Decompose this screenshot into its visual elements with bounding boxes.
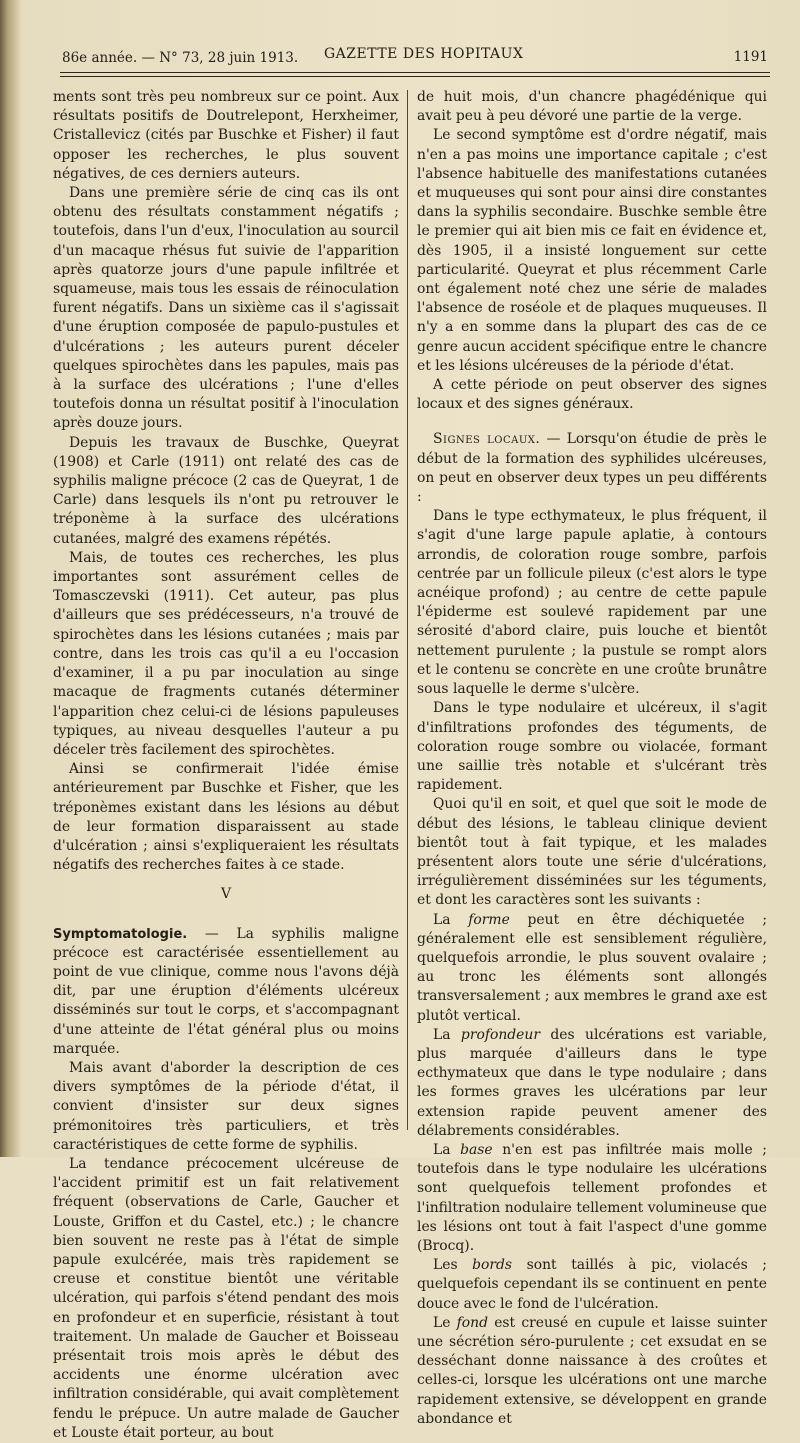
subsection-label: Signes locaux.: [433, 431, 541, 448]
paragraph: ments sont très peu nombreux sur ce point. Aux résultats positifs de Doutrelepont, Herxheimer, Cristallevicz (cités par Buschke et Fisher) il faut opposer les recherches, le plus souvent négatives, de ces derniers auteurs.: [53, 89, 399, 182]
paragraph: Mais avant d'aborder la description de ces divers symptômes de la période d'état, il convient d'insister sur deux signes prémonitoires très particuliers, et très caractéristiques de cette forme de syphilis.: [53, 1059, 399, 1153]
paragraph-text: — Lorsqu'on étudie de près le début de la formation des syphilides ulcéreuses, on peut en observer deux types un peu différents :: [417, 431, 767, 506]
header-rule: [60, 72, 770, 73]
paragraph-text: des ulcérations est variable, plus marquée d'ailleurs dans le type ecthymateux que dans le type nodulaire ; dans les formes graves les ulcérations par leur extension rapide peuvent amener des délabrements considérables.: [417, 1026, 768, 1139]
paragraph: [417, 911, 767, 1026]
section-number: V: [220, 886, 232, 903]
paragraph-text: — La syphilis maligne précoce est caractérisée essentiellement au point de vue clinique, comme nous l'avons déjà dit, par une éruption d'éléments ulcéreux disséminés sur tout le corps, et s'accompagnant d'une atteinte de l'état général plus ou moins marquée.: [53, 925, 399, 1057]
page-number: 1191: [733, 49, 768, 65]
paragraph: [417, 430, 767, 507]
paragraph: [417, 1026, 767, 1141]
page-header: [62, 46, 768, 68]
paragraph: Quoi qu'il en soit, et quel que soit le mode de début des lésions, le tableau clinique devient bientôt tout à fait typique, et les malades présentent alors toute une série d'ulcérations, irrégulièrement disséminées sur les téguments, et dont les caractères sont les suivants :: [417, 796, 767, 909]
paragraph: de huit mois, d'un chancre phagédénique qui avait peu à peu dévoré une partie de la verge.: [417, 89, 767, 125]
paragraph: A cette période on peut observer des signes locaux et des signes généraux.: [417, 377, 767, 413]
paragraph: [53, 925, 399, 1059]
paragraph-text: La: [433, 911, 469, 928]
paragraph: Dans le type nodulaire et ulcéreux, il s'agit d'infiltrations profondes des téguments, de coloration rouge sombre ou violacée, formant une saillie très notable et s'ulcérant très rapidement.: [417, 700, 767, 794]
paragraph: Ainsi se confirmerait l'idée émise antérieurement par Buschke et Fisher, que les tréponèmes existant dans les lésions au début de leur formation disparaissent au stade d'ulcération ; ainsi s'expliqueraient les résultats négatifs des recherches faites à ce stade.: [53, 761, 399, 874]
paragraph: Le second symptôme est d'ordre négatif, mais n'en a pas moins une importance capitale ; c'est l'absence habituelle des manifestations cutanées et muqueuses qui sont pour ainsi dire constantes dans la syphilis secondaire. Buschke semble être le premier qui ait bien mis ce fait en évidence et, dès 1905, il a insisté longuement sur cette particularité. Queyrat et plus récemment Carle ont également noté chez une série de malades l'absence de roséole et de plaques muqueuses. Il n'y a en somme dans la plupart des cas de ce genre aucun accident spécifique entre le chancre et les lésions ulcéreuses de la période d'état.: [417, 127, 767, 374]
emphasis-term: base: [460, 1141, 493, 1158]
paragraph-text: La: [433, 1026, 461, 1043]
paragraph-text: Le: [433, 1314, 457, 1331]
column-divider: [407, 90, 408, 1130]
paragraph: Depuis les travaux de Buschke, Queyrat (1908) et Carle (1911) ont relaté des cas de syphilis maligne précoce (2 cas de Queyrat, 1 de Carle) dans lesquels ils n'ont pu retrouver le tréponème à la surface des ulcérations cutanées, malgré des examens répétés.: [53, 434, 399, 547]
issue-line: 86e année. — N° 73, 28 juin 1913.: [62, 50, 299, 66]
paragraph-text: Les: [433, 1257, 473, 1274]
journal-title: GAZETTE DES HOPITAUX: [324, 46, 524, 62]
paragraph-text: n'en est pas infiltrée mais molle ; toutefois dans le type nodulaire les ulcérations sont quelquefois tellement profondes et l'infiltration nodulaire tellement volumineuse que les lésions ont tout à fait l'aspect d'une gomme (Brocq).: [417, 1141, 767, 1254]
paragraph: [417, 1256, 767, 1314]
paragraph-text: est creusé en cupule et laisse suinter une sécrétion séro-purulente ; cet exsudat en se desséchant donne naissance à des croûtes et celles-ci, lorsque les ulcérations ont une marche rapidement extensive, se développent en grande abondance et: [417, 1314, 767, 1427]
emphasis-term: bords: [472, 1257, 513, 1274]
paragraph: Mais, de toutes ces recherches, les plus importantes sont assurément celles de Tomasczevski (1911). Cet auteur, pas plus d'ailleurs que ses prédécesseurs, n'a trouvé de spirochètes dans les lésions cutanées ; mais par contre, dans les trois cas qu'il a eu l'occasion d'examiner, il a pu par inoculation au singe macaque de fragments cutanés déterminer l'apparition chez celui-ci de lésions papuleuses typiques, au niveau desquelles l'auteur a pu déceler très facilement des spirochètes.: [53, 549, 399, 758]
paragraph-text: peut en être déchiquetée ; généralement elle est sensiblement régulière, quelquefois arrondie, le plus souvent ovalaire ; au tronc les éléments sont allongés transversalement ; aux membres le grand axe est plutôt vertical.: [417, 911, 768, 1024]
emphasis-term: fond: [456, 1314, 488, 1331]
header-rule-thin: [60, 76, 770, 77]
paragraph: Dans le type ecthymateux, le plus fréquent, il s'agit d'une large papule aplatie, à contours arrondis, de coloration rouge sombre, parfois centrée par un follicule pileux (c'est alors le type acnéique profond) ; au centre de cette papule l'épiderme est soulevé rapidement par une sérosité d'abord claire, puis louche et bientôt nettement purulente ; la pustule se rompt alors et le contenu se concrète en une croûte brunâtre sous laquelle le derme s'ulcère.: [417, 508, 767, 698]
paragraph-text: sont taillés à pic, violacés ; quelquefois cependant ils se continuent en pente douce avec le fond de l'ulcération.: [417, 1257, 767, 1312]
paragraph: [417, 1314, 767, 1429]
section-heading: Symptomatologie.: [53, 926, 188, 942]
left-column: [53, 88, 399, 1443]
paragraph: [417, 1141, 767, 1256]
paragraph: La tendance précocement ulcéreuse de l'accident primitif est un fait relativement fréquent (observations de Carle, Gaucher et Louste, Griffon et du Castel, etc.) ; le chancre bien souvent ne reste pas à l'état de simple papule exulcérée, mais très rapidement se creuse et constitue bientôt une véritable ulcération, qui parfois s'étend pendant des mois en profondeur et en superficie, résistant à tout traitement. Un malade de Gaucher et Boisseau présentait trois mois après le début des accidents une énorme ulcération avec infiltration considérable, qui avait complètement fendu le prépuce. Un autre malade de Gaucher et Louste était porteur, au bout: [53, 1155, 399, 1441]
paragraph-text: La: [433, 1141, 461, 1158]
emphasis-term: forme: [468, 911, 510, 928]
paragraph: Dans une première série de cinq cas ils ont obtenu des résultats constamment négatifs ; toutefois, dans l'un d'eux, l'inoculation au sourcil d'un macaque rhésus fut suivie de l'apparition après quatorze jours d'une papule infiltrée et squameuse, mais tous les essais de réinoculation furent négatifs. Dans un sixième cas il s'agissait d'une éruption composée de papulo-pustules et d'ulcérations ; les auteurs purent déceler quelques spirochètes dans les papules, mais pas à la surface des ulcérations ; l'une d'elles toutefois donna un résultat positif à l'inoculation après douze jours.: [53, 185, 399, 432]
right-column: [417, 88, 767, 1429]
emphasis-term: profondeur: [460, 1026, 540, 1043]
